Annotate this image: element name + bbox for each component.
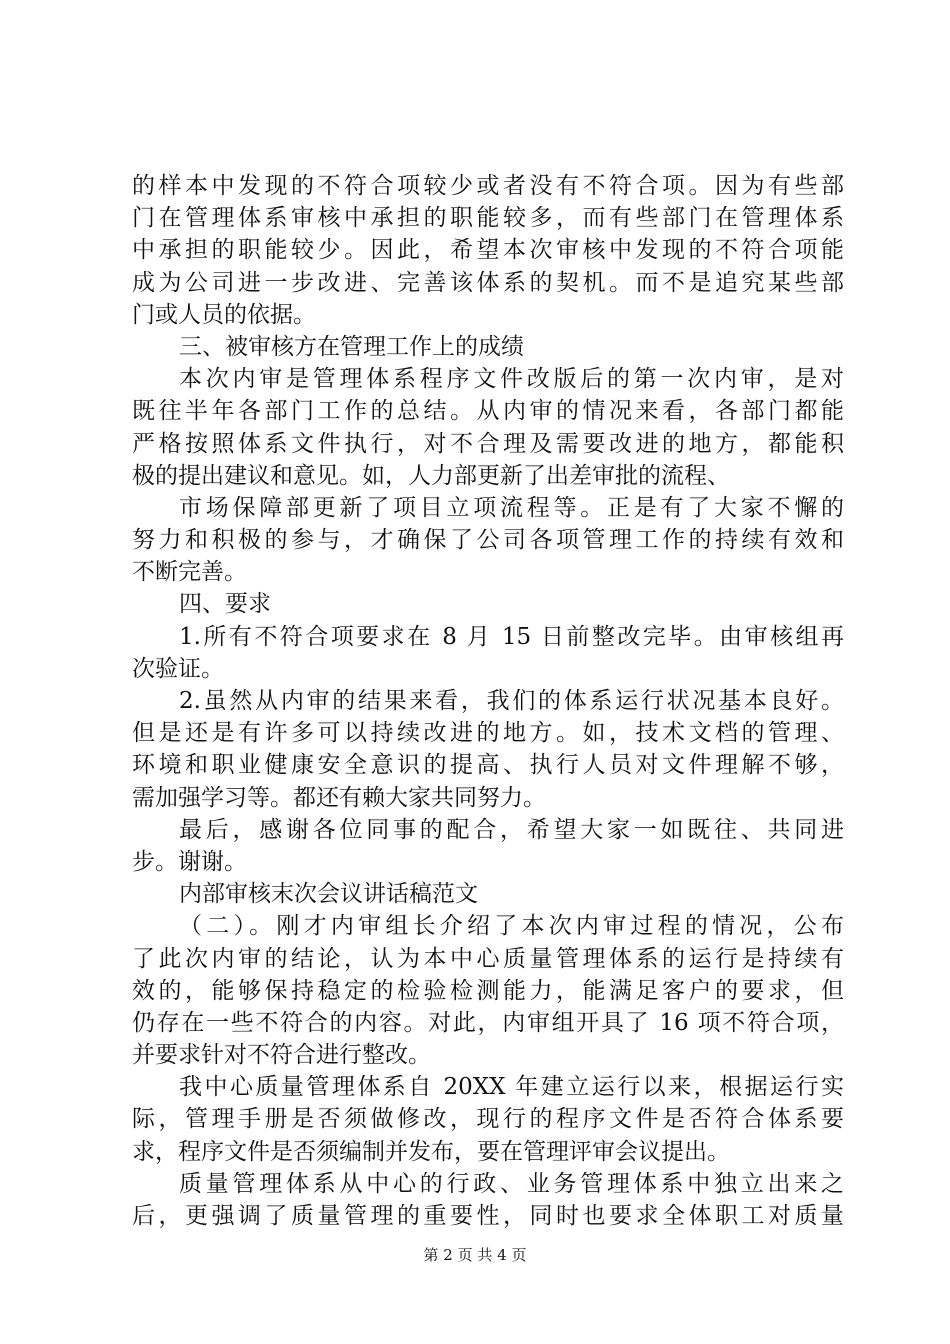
- text-line: 努力和积极的参与，才确保了公司各项管理工作的持续有效和: [132, 527, 844, 554]
- text-line: 门在管理体系审核中承担的职能较多，而有些部门在管理体系: [132, 205, 844, 232]
- page-footer: [0, 1244, 950, 1265]
- text-line: 四、要求: [179, 591, 271, 618]
- document-body: [132, 170, 844, 1232]
- text-line: 市场保障部更新了项目立项流程等。正是有了大家不懈的: [179, 494, 844, 521]
- text-line: 极的提出建议和意见。如，人力部更新了出差审批的流程、: [132, 462, 730, 489]
- text-line: 效的，能够保持稳定的检验检测能力，能满足客户的要求，但: [132, 977, 844, 1004]
- text-line: 了此次内审的结论，认为本中心质量管理体系的运行是持续有: [132, 945, 844, 972]
- text-line: 仍存在一些不符合的内容。对此，内审组开具了 16 项不符合项，: [132, 1009, 844, 1036]
- text-line: 际，管理手册是否须做修改，现行的程序文件是否符合体系要: [132, 1106, 844, 1133]
- text-line: 严格按照体系文件执行，对不合理及需要改进的地方，都能积: [132, 430, 844, 457]
- text-line: 次验证。: [132, 655, 224, 682]
- text-line: 既往半年各部门工作的总结。从内审的情况来看，各部门都能: [132, 398, 844, 425]
- text-line: 环境和职业健康安全意识的提高、执行人员对文件理解不够，: [132, 752, 844, 779]
- text-line: 1.所有不符合项要求在 8 月 15 日前整改完毕。由审核组再: [179, 623, 844, 650]
- text-line: 最后，感谢各位同事的配合，希望大家一如既往、共同进: [179, 816, 844, 843]
- text-line: 后，更强调了质量管理的重要性，同时也要求全体职工对质量: [132, 1203, 844, 1229]
- text-line: 成为公司进一步改进、完善该体系的契机。而不是追究某些部: [132, 269, 844, 296]
- text-line: 我中心质量管理体系自 20XX 年建立运行以来，根据运行实: [179, 1074, 844, 1101]
- text-line: 门或人员的依据。: [132, 301, 316, 328]
- text-line: 本次内审是管理体系程序文件改版后的第一次内审，是对: [179, 366, 844, 393]
- text-line: 内部审核末次会议讲话稿范文: [179, 881, 478, 908]
- text-line: 步。谢谢。: [132, 848, 247, 875]
- text-line: 但是还是有许多可以持续改进的地方。如，技术文档的管理、: [132, 720, 844, 747]
- text-line: 质量管理体系从中心的行政、业务管理体系中独立出来之: [179, 1170, 844, 1197]
- text-line: 求，程序文件是否须编制并发布，要在管理评审会议提出。: [132, 1138, 730, 1165]
- text-line: 的样本中发现的不符合项较少或者没有不符合项。因为有些部: [132, 173, 844, 199]
- text-line: 三、被审核方在管理工作上的成绩: [179, 333, 524, 360]
- text-line: 不断完善。: [132, 559, 247, 586]
- text-line: 需加强学习等。都还有赖大家共同努力。: [132, 784, 546, 811]
- text-line: （二）。刚才内审组长介绍了本次内审过程的情况，公布: [179, 913, 844, 940]
- text-line: 中承担的职能较少。因此，希望本次审核中发现的不符合项能: [132, 237, 844, 264]
- text-line: 2.虽然从内审的结果来看，我们的体系运行状况基本良好。: [179, 688, 844, 714]
- text-line: 并要求针对不符合进行整改。: [132, 1042, 431, 1069]
- page-number-label: 第 2 页 共 4 页: [423, 1246, 527, 1264]
